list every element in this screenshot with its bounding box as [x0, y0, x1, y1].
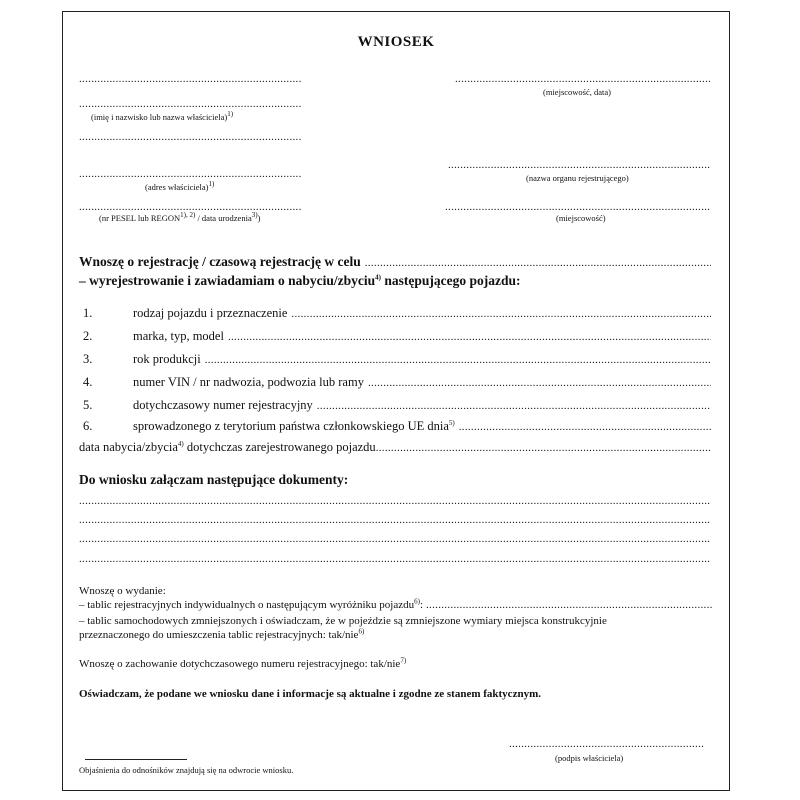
vehicle-item-field[interactable]: [291, 309, 711, 320]
vehicle-item-label: rok produkcji: [133, 352, 201, 366]
vehicle-item-label: marka, typ, model: [133, 329, 224, 343]
owner-name-line-1[interactable]: [79, 74, 301, 85]
authority-caption: (nazwa organu rejestrującego): [526, 173, 629, 183]
authority-line[interactable]: [448, 160, 710, 171]
vehicle-item-field[interactable]: [368, 378, 711, 389]
issuance-reduced-line-1: – tablic samochodowych zmniejszonych i oświadczam, że w pojeździe są zmniejszone wymiary miejsca konstrukcyjnie: [79, 615, 607, 627]
documents-line-4[interactable]: [79, 554, 711, 565]
application-form: [62, 11, 730, 791]
form-title: WNIOSEK: [357, 34, 435, 50]
footnote-divider: [85, 759, 187, 760]
issuance-heading: Wnoszę o wydanie:: [79, 585, 166, 597]
vehicle-item-row: [83, 375, 711, 390]
signature-caption: (podpis właściciela): [555, 753, 624, 763]
vehicle-item-label: sprowadzonego z terytorium państwa członkowskiego UE dnia$^{5)}$: [133, 418, 455, 433]
owner-address-caption: (adres właściciela)$^{1)}$: [145, 180, 215, 192]
owner-name-line-2[interactable]: [79, 99, 301, 110]
vehicle-item-field[interactable]: [459, 422, 711, 433]
documents-line-2[interactable]: [79, 515, 711, 526]
issuance-plates-field[interactable]: [426, 600, 713, 611]
vehicle-item-row: [83, 306, 711, 321]
request-line-2: – wyrejestrowanie i zawiadamiam o nabyciu/zbyciu$^{4)}$ następującego pojazdu:: [79, 273, 521, 288]
signature-line[interactable]: [509, 739, 705, 750]
vehicle-item-row: [83, 398, 711, 413]
place-caption: (miejscowość): [556, 213, 606, 223]
retain-number-text: Wnoszę o zachowanie dotychczasowego numeru rejestracyjnego: tak/nie$^{7)}$: [79, 656, 407, 670]
vehicle-item-number: 6.: [83, 419, 93, 433]
documents-line-1[interactable]: [79, 496, 711, 507]
request-line-1: [79, 254, 711, 270]
issuance-reduced-line-2: przeznaczonego do umieszczenia tablic rejestracyjnych: tak/nie$^{6)}$: [79, 627, 365, 641]
vehicle-item-row: [83, 352, 711, 367]
issuance-plates-label: – tablic rejestracyjnych indywidualnych o następującym wyróżniku pojazdu$^{6)}$:: [79, 597, 423, 611]
vehicle-item-number: 4.: [83, 375, 93, 389]
vehicle-item-label: numer VIN / nr nadwozia, podwozia lub ramy: [133, 375, 364, 389]
place-line[interactable]: [445, 202, 710, 213]
vehicle-items-list: [83, 306, 711, 434]
footnote-text: Objaśnienia do odnośników znajdują się na odwrocie wniosku.: [79, 765, 294, 775]
owner-name-caption: (imię i nazwisko lub nazwa właściciela)$^{1)}$: [91, 110, 234, 122]
place-date-line[interactable]: [455, 74, 710, 85]
documents-line-3[interactable]: [79, 534, 711, 545]
vehicle-item-number: 1.: [83, 306, 93, 320]
issuance-plates-row: [79, 599, 713, 611]
acquisition-row: [79, 440, 711, 455]
vehicle-item-label: dotychczasowy numer rejestracyjny: [133, 398, 313, 412]
vehicle-item-number: 2.: [83, 329, 93, 343]
request-purpose-field[interactable]: [365, 258, 711, 269]
acquisition-label: data nabycia/zbycia$^{4)}$ dotychczas zarejestrowanego pojazdu: [79, 439, 376, 454]
acquisition-field[interactable]: [376, 443, 711, 454]
vehicle-item-number: 3.: [83, 352, 93, 366]
request-purpose-label: Wnoszę o rejestrację / czasową rejestrację w celu: [79, 254, 361, 269]
vehicle-item-number: 5.: [83, 398, 93, 412]
owner-address-line-1[interactable]: [79, 132, 301, 143]
vehicle-item-label: rodzaj pojazdu i przeznaczenie: [133, 306, 288, 320]
place-date-caption: (miejscowość, data): [543, 87, 611, 97]
pesel-regon-caption: (nr PESEL lub $REGON^{1), 2)}$ / data urodzenia$^{3)}$): [99, 211, 261, 223]
vehicle-item-row: [83, 419, 711, 434]
owner-address-line-2[interactable]: [79, 169, 301, 180]
vehicle-item-field[interactable]: [317, 401, 711, 412]
declaration-text: Oświadczam, że podane we wniosku dane i informacje są aktualne i zgodne ze stanem faktycznym.: [79, 688, 541, 700]
vehicle-item-field[interactable]: [205, 355, 711, 366]
vehicle-item-field[interactable]: [228, 332, 711, 343]
documents-heading: Do wniosku załączam następujące dokumenty:: [79, 472, 349, 487]
vehicle-item-row: [83, 329, 711, 344]
